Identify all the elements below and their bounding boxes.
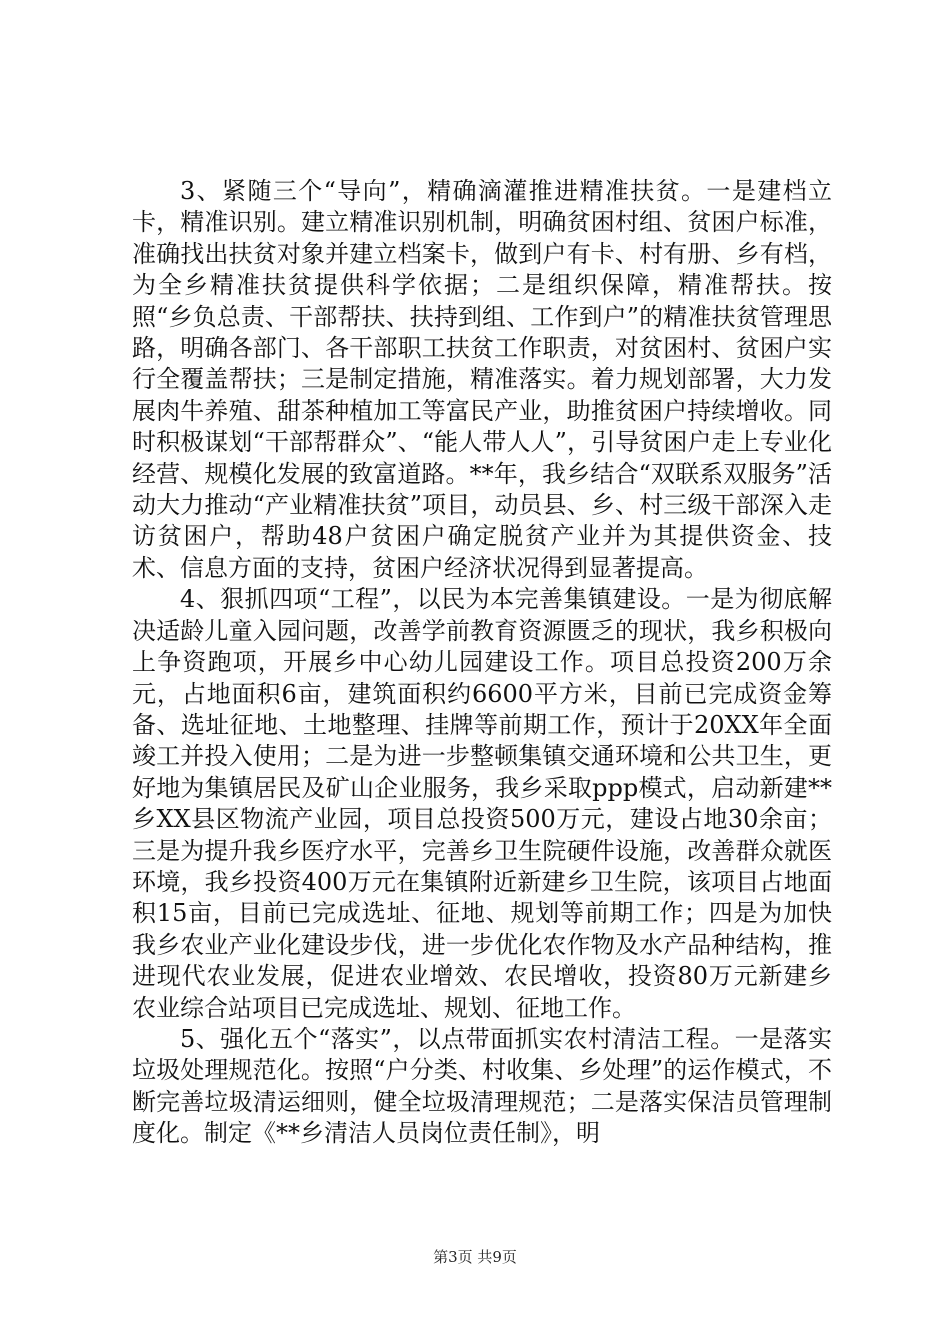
paragraph-poverty-alleviation: 3、紧随三个“导向”，精确滴灌推进精准扶贫。一是建档立卡，精准识别。建立精准识别机制，明确贫困村组、贫困户标准，准确找出扶贫对象并建立档案卡，做到户有卡、村有册、乡有档，为全乡精准扶贫提供科学依据；二是组织保障，精准帮扶。按照“乡负总责、干部帮扶、扶持到组、工作到户”的精准扶贫管理思路，明确各部门、各干部职工扶贫工作职责，对贫困村、贫困户实行全覆盖帮扶；三是制定措施，精准落实。着力规划部署，大力发展肉牛养殖、甜茶种植加工等富民产业，助推贫困户持续增收。同时积极谋划“干部帮群众”、“能人带人人”，引导贫困户走上专业化经营、规模化发展的致富道路。**年，我乡结合“双联系双服务”活动大力推动“产业精准扶贫”项目，动员县、乡、村三级干部深入走访贫困户，帮助48户贫困户确定脱贫产业并为其提供资金、技术、信息方面的支持，贫困户经济状况得到显著提高。 [132, 177, 832, 582]
paragraph-rural-cleaning: 5、强化五个“落实”，以点带面抓实农村清洁工程。一是落实垃圾处理规范化。按照“户分类、村收集、乡处理”的运作模式，不断完善垃圾清运细则，健全垃圾清理规范；二是落实保洁员管理制度化。制定《**乡清洁人员岗位责任制》，明 [132, 1024, 832, 1148]
paragraph-town-construction: 4、狠抓四项“工程”，以民为本完善集镇建设。一是为彻底解决适龄儿童入园问题，改善学前教育资源匮乏的现状，我乡积极向上争资跑项，开展乡中心幼儿园建设工作。项目总投资200万余元，占地面积6亩，建筑面积约6600平方米，目前已完成资金筹备、选址征地、土地整理、挂牌等前期工作，预计于20XX年全面竣工并投入使用；二是为进一步整顿集镇交通环境和公共卫生，更好地为集镇居民及矿山企业服务，我乡采取ppp模式，启动新建**乡XX县区物流产业园，项目总投资500万元，建设占地30余亩；三是为提升我乡医疗水平，完善乡卫生院硬件设施，改善群众就医环境，我乡投资400万元在集镇附近新建乡卫生院，该项目占地面积15亩，目前已完成选址、征地、规划等前期工作；四是为加快我乡农业产业化建设步伐，进一步优化农作物及水产品种结构，推进现代农业发展，促进农业增效、农民增收，投资80万元新建乡农业综合站项目已完成选址、规划、征地工作。 [132, 585, 832, 1022]
document-body [132, 176, 832, 1150]
page-number-footer: 第3页 共9页 [433, 1248, 517, 1266]
